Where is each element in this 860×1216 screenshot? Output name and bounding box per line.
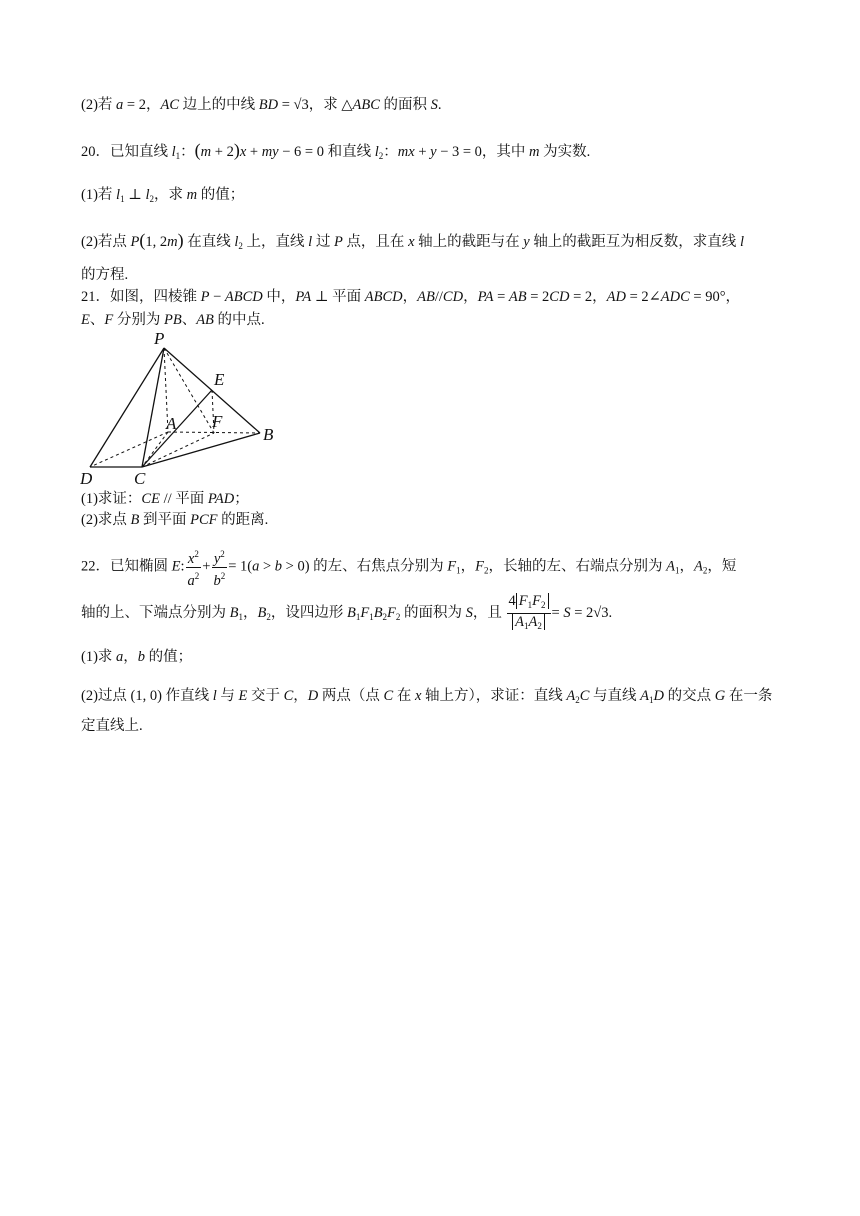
q21-stem-cont: E、F 分别为 PB、AB 的中点. (81, 312, 265, 328)
label-E: E (214, 370, 225, 389)
segment-AC (142, 432, 168, 467)
q21-part1: (1)求证：CE // 平面 PAD； (81, 491, 249, 507)
q20-stem: 20．已知直线 $l_1$：(m + 2)x + my − 6 = 0 和直线 $l_2$：mx + y − 3 = 0，其中 m 为实数. (81, 140, 591, 161)
q22-stem-cont: 轴的上、下端点分别为 $B_1$，$B_2$，设四边形 $B_1F_1B_2F_2$ 的面积为 S，且 $\frac{4 F_1F_2}{A_1A_2}$ = S = 2√3. (81, 593, 613, 631)
q22-stem: 22．已知椭圆 E: $\frac{x^2}{a^2}$ + $\frac{y^2}{b^2}$ = 1(a > b > 0) 的左、右焦点分别为 $F_1$，$F_2$，长轴的左、右端点分别为 $A_1$，$A_2$，短 (81, 546, 736, 589)
label-A: A (166, 414, 177, 433)
label-C: C (134, 469, 146, 488)
q19-part2-line: (2)若 a = 2，AC 边上的中线 BD = √3，求 △ABC 的面积 S. (81, 97, 442, 113)
q22-part2: (2)过点 (1, 0) 作直线 l 与 E 交于 C，D 两点（点 C 在 x 轴上方），求证：直线 $A_2C$ 与直线 $A_1D$ 的交点 G 在一条 (81, 688, 773, 705)
q22-part2-cont: 定直线上. (81, 718, 143, 734)
segment-CE (142, 390, 212, 467)
q21-part2: (2)求点 B 到平面 PCF 的距离. (81, 512, 269, 528)
label-P: P (154, 330, 165, 348)
label-F: F (212, 412, 223, 431)
q20-part1: (1)若 $l_1$ ⊥ $l_2$，求 m 的值； (81, 187, 245, 204)
pyramid-figure (80, 330, 290, 488)
edge-AD (90, 432, 168, 467)
label-B: B (263, 425, 274, 444)
q20-part2: (2)若点 P(1, 2m) 在直线 $l_2$ 上，直线 l 过 P 点，且在 x 轴上的截距与在 y 轴上的截距互为相反数，求直线 l (81, 230, 744, 251)
q21-stem: 21．如图，四棱锥 P − ABCD 中，PA ⊥ 平面 ABCD，AB//CD，PA = AB = 2CD = 2，AD = 2∠ADC = 90°， (81, 289, 741, 305)
q20-part2-cont: 的方程. (81, 267, 129, 283)
edge-CB (142, 433, 260, 467)
label-D: D (80, 469, 93, 488)
q22-part1: (1)求 a，b 的值； (81, 649, 193, 665)
